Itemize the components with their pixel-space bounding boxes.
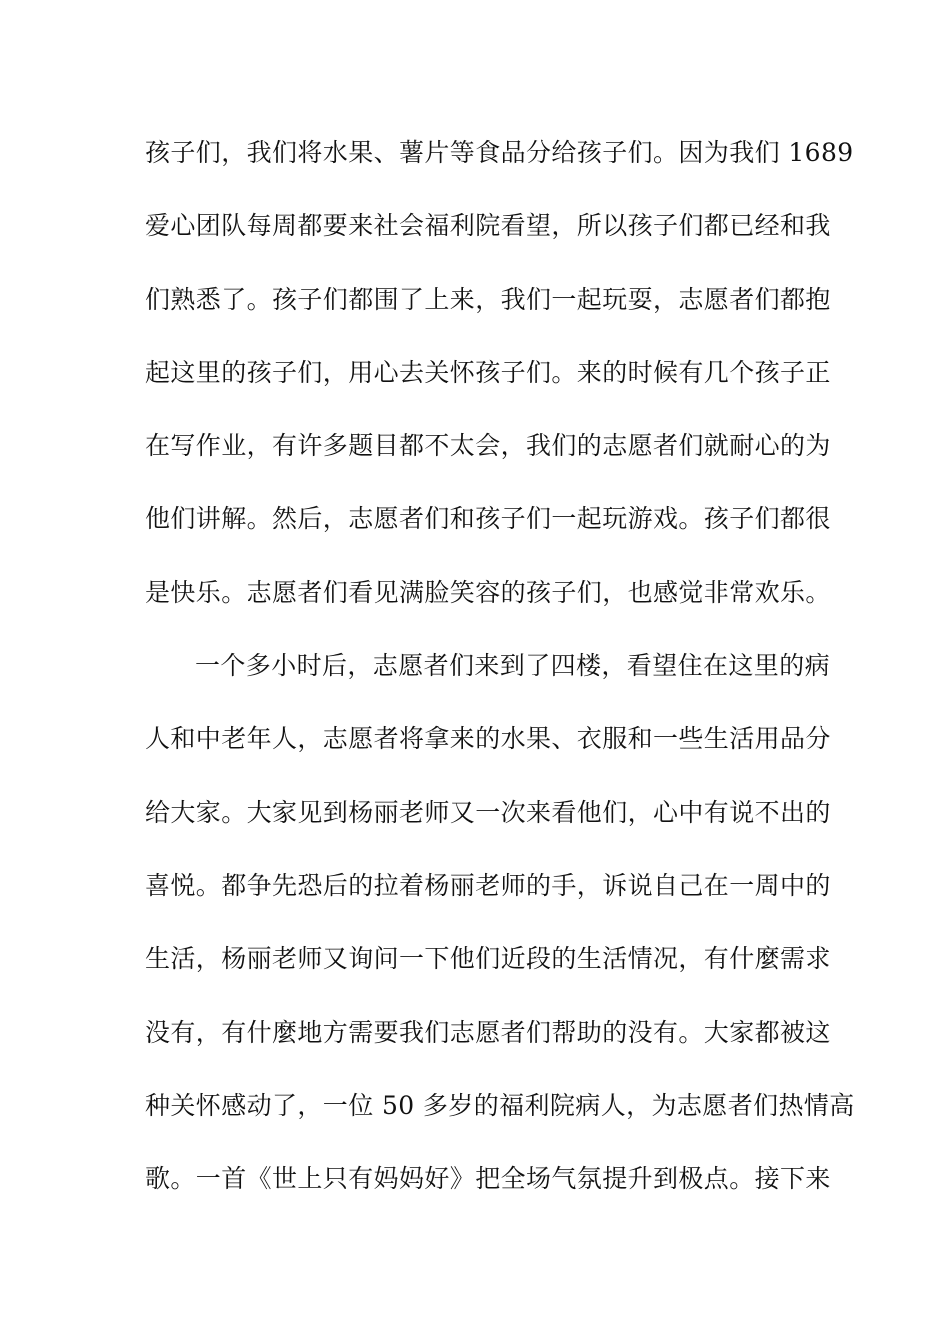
text-line: 没有，有什麼地方需要我们志愿者们帮助的没有。大家都被这 [145,1017,831,1047]
text-line: 爱心团队每周都要来社会福利院看望，所以孩子们都已经和我 [145,211,831,241]
text-line: 种关怀感动了，一位 50 多岁的福利院病人，为志愿者们热情高 [145,1090,855,1120]
text-line: 是快乐。志愿者们看见满脸笑容的孩子们，也感觉非常欢乐。 [145,577,831,607]
paragraph-first-line: 一个多小时后，志愿者们来到了四楼，看望住在这里的病 [195,651,831,681]
text-line: 生活，杨丽老师又询问一下他们近段的生活情况，有什麼需求 [145,944,831,974]
text-line: 在写作业，有许多题目都不太会，我们的志愿者们就耐心的为 [145,431,831,461]
text-line: 给大家。大家见到杨丽老师又一次来看他们，心中有说不出的 [145,797,831,827]
text-line: 喜悦。都争先恐后的拉着杨丽老师的手，诉说自己在一周中的 [145,870,831,900]
text-line: 孩子们，我们将水果、薯片等食品分给孩子们。因为我们 1689 [145,138,854,167]
text-line: 起这里的孩子们，用心去关怀孩子们。来的时候有几个孩子正 [145,357,831,387]
text-line: 们熟悉了。孩子们都围了上来，我们一起玩耍，志愿者们都抱 [145,284,831,314]
text-line: 人和中老年人，志愿者将拿来的水果、衣服和一些生活用品分 [145,724,831,754]
text-line: 他们讲解。然后，志愿者们和孩子们一起玩游戏。孩子们都很 [145,504,831,534]
body-text [145,133,855,1232]
text-line: 歌。一首《世上只有妈妈好》把全场气氛提升到极点。接下来 [145,1164,831,1194]
